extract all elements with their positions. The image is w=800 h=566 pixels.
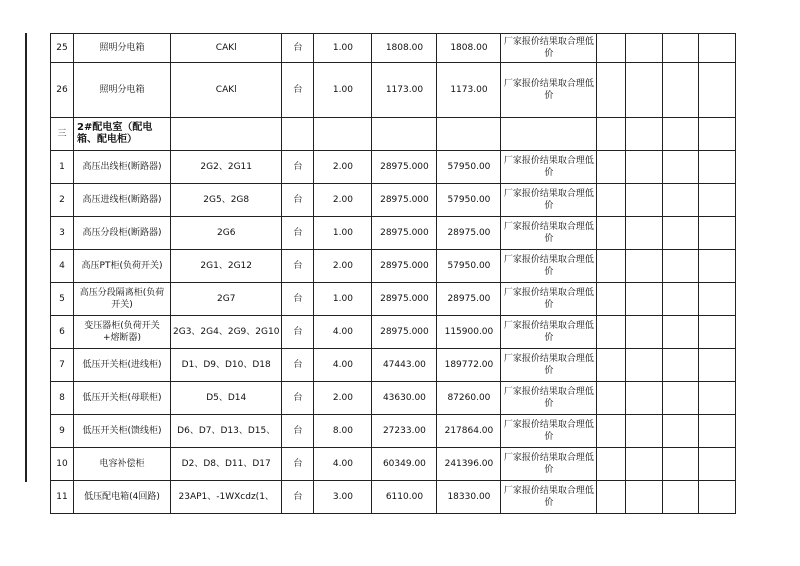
item-number: 2 xyxy=(51,184,74,217)
empty-cell xyxy=(597,481,626,514)
item-number: 5 xyxy=(51,283,74,316)
table-row xyxy=(51,151,736,184)
item-remark: 厂家报价结果取合理低价 xyxy=(501,184,597,217)
empty-cell xyxy=(699,349,736,382)
item-spec: 2G1、2G12 xyxy=(171,250,282,283)
item-number: 4 xyxy=(51,250,74,283)
item-total: 57950.00 xyxy=(437,184,501,217)
item-number: 9 xyxy=(51,415,74,448)
item-total: 1808.00 xyxy=(437,34,501,63)
table-row xyxy=(51,250,736,283)
item-unit: 台 xyxy=(282,217,314,250)
empty-cell xyxy=(699,250,736,283)
empty-cell xyxy=(663,481,699,514)
item-total: 1173.00 xyxy=(437,63,501,118)
table-row xyxy=(51,217,736,250)
item-unit: 台 xyxy=(282,316,314,349)
empty-cell xyxy=(597,184,626,217)
empty-cell xyxy=(663,151,699,184)
empty-cell xyxy=(626,448,663,481)
empty-cell xyxy=(663,34,699,63)
item-total: 18330.00 xyxy=(437,481,501,514)
item-unit-price: 1808.00 xyxy=(372,34,437,63)
item-unit-price: 28975.000 xyxy=(372,283,437,316)
item-name: 照明分电箱 xyxy=(74,34,171,63)
item-name: 低压配电箱(4回路) xyxy=(74,481,171,514)
empty-cell xyxy=(626,184,663,217)
empty-cell xyxy=(597,63,626,118)
item-number: 3 xyxy=(51,217,74,250)
empty-cell xyxy=(663,448,699,481)
table-row xyxy=(51,316,736,349)
item-number: 25 xyxy=(51,34,74,63)
quotation-table xyxy=(50,33,736,514)
item-number: 11 xyxy=(51,481,74,514)
item-quantity: 4.00 xyxy=(314,349,372,382)
empty-cell xyxy=(663,217,699,250)
empty-cell xyxy=(626,415,663,448)
empty-cell xyxy=(699,184,736,217)
table-body xyxy=(51,34,736,514)
empty-cell xyxy=(597,448,626,481)
item-unit-price: 28975.000 xyxy=(372,250,437,283)
item-unit-price: 6110.00 xyxy=(372,481,437,514)
item-unit-price: 28975.000 xyxy=(372,151,437,184)
empty-cell xyxy=(626,118,663,151)
empty-cell xyxy=(663,382,699,415)
empty-cell xyxy=(699,151,736,184)
item-remark: 厂家报价结果取合理低价 xyxy=(501,448,597,481)
empty-cell xyxy=(626,250,663,283)
empty-cell xyxy=(626,283,663,316)
table-row xyxy=(51,349,736,382)
empty-cell xyxy=(699,481,736,514)
empty-cell xyxy=(699,382,736,415)
item-quantity: 1.00 xyxy=(314,283,372,316)
item-unit-price: 60349.00 xyxy=(372,448,437,481)
item-spec: D2、D8、D11、D17 xyxy=(171,448,282,481)
item-remark: 厂家报价结果取合理低价 xyxy=(501,481,597,514)
item-total: 241396.00 xyxy=(437,448,501,481)
table-row xyxy=(51,34,736,63)
empty-cell xyxy=(699,63,736,118)
item-number: 8 xyxy=(51,382,74,415)
item-spec: D6、D7、D13、D15、 xyxy=(171,415,282,448)
empty-cell xyxy=(663,316,699,349)
item-unit-price: 28975.000 xyxy=(372,217,437,250)
item-number: 三 xyxy=(51,118,74,151)
item-remark: 厂家报价结果取合理低价 xyxy=(501,415,597,448)
empty-cell xyxy=(597,316,626,349)
table-row xyxy=(51,481,736,514)
empty-cell xyxy=(626,217,663,250)
item-name: 高压进线柜(断路器) xyxy=(74,184,171,217)
empty-cell xyxy=(626,151,663,184)
item-remark: 厂家报价结果取合理低价 xyxy=(501,63,597,118)
empty-cell xyxy=(597,283,626,316)
table-row xyxy=(51,382,736,415)
item-unit: 台 xyxy=(282,250,314,283)
item-name: 低压开关柜(进线柜) xyxy=(74,349,171,382)
empty-cell xyxy=(663,283,699,316)
empty-cell xyxy=(626,34,663,63)
item-unit-price: 47443.00 xyxy=(372,349,437,382)
item-total: 57950.00 xyxy=(437,151,501,184)
empty-cell xyxy=(699,34,736,63)
item-spec: 23AP1、-1WXcdz(1、 xyxy=(171,481,282,514)
item-name: 低压开关柜(馈线柜) xyxy=(74,415,171,448)
item-unit: 台 xyxy=(282,349,314,382)
empty-cell xyxy=(663,184,699,217)
item-quantity: 4.00 xyxy=(314,316,372,349)
item-quantity: 2.00 xyxy=(314,382,372,415)
empty-cell xyxy=(663,415,699,448)
empty-cell xyxy=(597,34,626,63)
item-unit-price: 28975.000 xyxy=(372,184,437,217)
item-spec: 2G5、2G8 xyxy=(171,184,282,217)
item-total: 217864.00 xyxy=(437,415,501,448)
item-quantity: 4.00 xyxy=(314,448,372,481)
item-unit-price: 28975.000 xyxy=(372,316,437,349)
item-remark: 厂家报价结果取合理低价 xyxy=(501,382,597,415)
item-unit: 台 xyxy=(282,151,314,184)
item-number: 6 xyxy=(51,316,74,349)
item-total: 57950.00 xyxy=(437,250,501,283)
section-header-row xyxy=(51,118,736,151)
item-remark: 厂家报价结果取合理低价 xyxy=(501,316,597,349)
item-quantity: 2.00 xyxy=(314,250,372,283)
item-unit: 台 xyxy=(282,283,314,316)
item-quantity: 1.00 xyxy=(314,217,372,250)
item-unit: 台 xyxy=(282,481,314,514)
empty-cell xyxy=(597,151,626,184)
empty-cell xyxy=(626,349,663,382)
item-spec: D5、D14 xyxy=(171,382,282,415)
empty-cell xyxy=(663,250,699,283)
item-spec: 2G3、2G4、2G9、2G10 xyxy=(171,316,282,349)
item-quantity: 8.00 xyxy=(314,415,372,448)
item-quantity: 1.00 xyxy=(314,63,372,118)
item-spec: 2G7 xyxy=(171,283,282,316)
empty-cell xyxy=(597,382,626,415)
item-quantity: 2.00 xyxy=(314,151,372,184)
empty-cell xyxy=(597,250,626,283)
item-spec: 2G6 xyxy=(171,217,282,250)
table-row xyxy=(51,448,736,481)
item-remark: 厂家报价结果取合理低价 xyxy=(501,283,597,316)
item-remark: 厂家报价结果取合理低价 xyxy=(501,151,597,184)
empty-cell xyxy=(699,118,736,151)
item-quantity: 1.00 xyxy=(314,34,372,63)
empty-cell xyxy=(699,448,736,481)
item-unit: 台 xyxy=(282,184,314,217)
empty-cell xyxy=(699,316,736,349)
item-name: 电容补偿柜 xyxy=(74,448,171,481)
empty-cell xyxy=(663,118,699,151)
item-remark: 厂家报价结果取合理低价 xyxy=(501,217,597,250)
empty-cell xyxy=(597,415,626,448)
empty-cell xyxy=(699,217,736,250)
item-spec xyxy=(171,118,282,151)
item-total: 115900.00 xyxy=(437,316,501,349)
item-name: 高压分段隔离柜(负荷开关) xyxy=(74,283,171,316)
item-name: 高压PT柜(负荷开关) xyxy=(74,250,171,283)
item-number: 10 xyxy=(51,448,74,481)
empty-cell xyxy=(699,283,736,316)
empty-cell xyxy=(626,316,663,349)
empty-cell xyxy=(597,118,626,151)
empty-cell xyxy=(663,63,699,118)
table-row xyxy=(51,63,736,118)
empty-cell xyxy=(626,481,663,514)
item-number: 7 xyxy=(51,349,74,382)
item-name: 2#配电室（配电箱、配电柜） xyxy=(74,118,171,151)
item-name: 低压开关柜(母联柜) xyxy=(74,382,171,415)
item-spec: D1、D9、D10、D18 xyxy=(171,349,282,382)
item-unit: 台 xyxy=(282,448,314,481)
item-name: 变压器柜(负荷开关+熔断器) xyxy=(74,316,171,349)
item-quantity: 3.00 xyxy=(314,481,372,514)
table-row xyxy=(51,283,736,316)
item-remark: 厂家报价结果取合理低价 xyxy=(501,34,597,63)
item-spec: CAKl xyxy=(171,63,282,118)
item-unit: 台 xyxy=(282,415,314,448)
item-remark xyxy=(501,118,597,151)
page-left-border xyxy=(25,33,27,482)
item-unit: 台 xyxy=(282,382,314,415)
empty-cell xyxy=(626,63,663,118)
item-unit xyxy=(282,118,314,151)
item-name: 照明分电箱 xyxy=(74,63,171,118)
item-unit-price: 43630.00 xyxy=(372,382,437,415)
item-remark: 厂家报价结果取合理低价 xyxy=(501,349,597,382)
item-number: 1 xyxy=(51,151,74,184)
item-total: 28975.00 xyxy=(437,217,501,250)
table-row xyxy=(51,184,736,217)
item-spec: 2G2、2G11 xyxy=(171,151,282,184)
item-spec: CAKl xyxy=(171,34,282,63)
empty-cell xyxy=(626,382,663,415)
empty-cell xyxy=(597,217,626,250)
item-number: 26 xyxy=(51,63,74,118)
item-quantity: 2.00 xyxy=(314,184,372,217)
table-row xyxy=(51,415,736,448)
item-total: 28975.00 xyxy=(437,283,501,316)
item-name: 高压分段柜(断路器) xyxy=(74,217,171,250)
item-total: 87260.00 xyxy=(437,382,501,415)
empty-cell xyxy=(699,415,736,448)
item-unit: 台 xyxy=(282,63,314,118)
item-remark: 厂家报价结果取合理低价 xyxy=(501,250,597,283)
item-total: 189772.00 xyxy=(437,349,501,382)
item-unit: 台 xyxy=(282,34,314,63)
item-unit-price xyxy=(372,118,437,151)
item-unit-price: 1173.00 xyxy=(372,63,437,118)
empty-cell xyxy=(597,349,626,382)
item-quantity xyxy=(314,118,372,151)
item-total xyxy=(437,118,501,151)
empty-cell xyxy=(663,349,699,382)
item-name: 高压出线柜(断路器) xyxy=(74,151,171,184)
item-unit-price: 27233.00 xyxy=(372,415,437,448)
